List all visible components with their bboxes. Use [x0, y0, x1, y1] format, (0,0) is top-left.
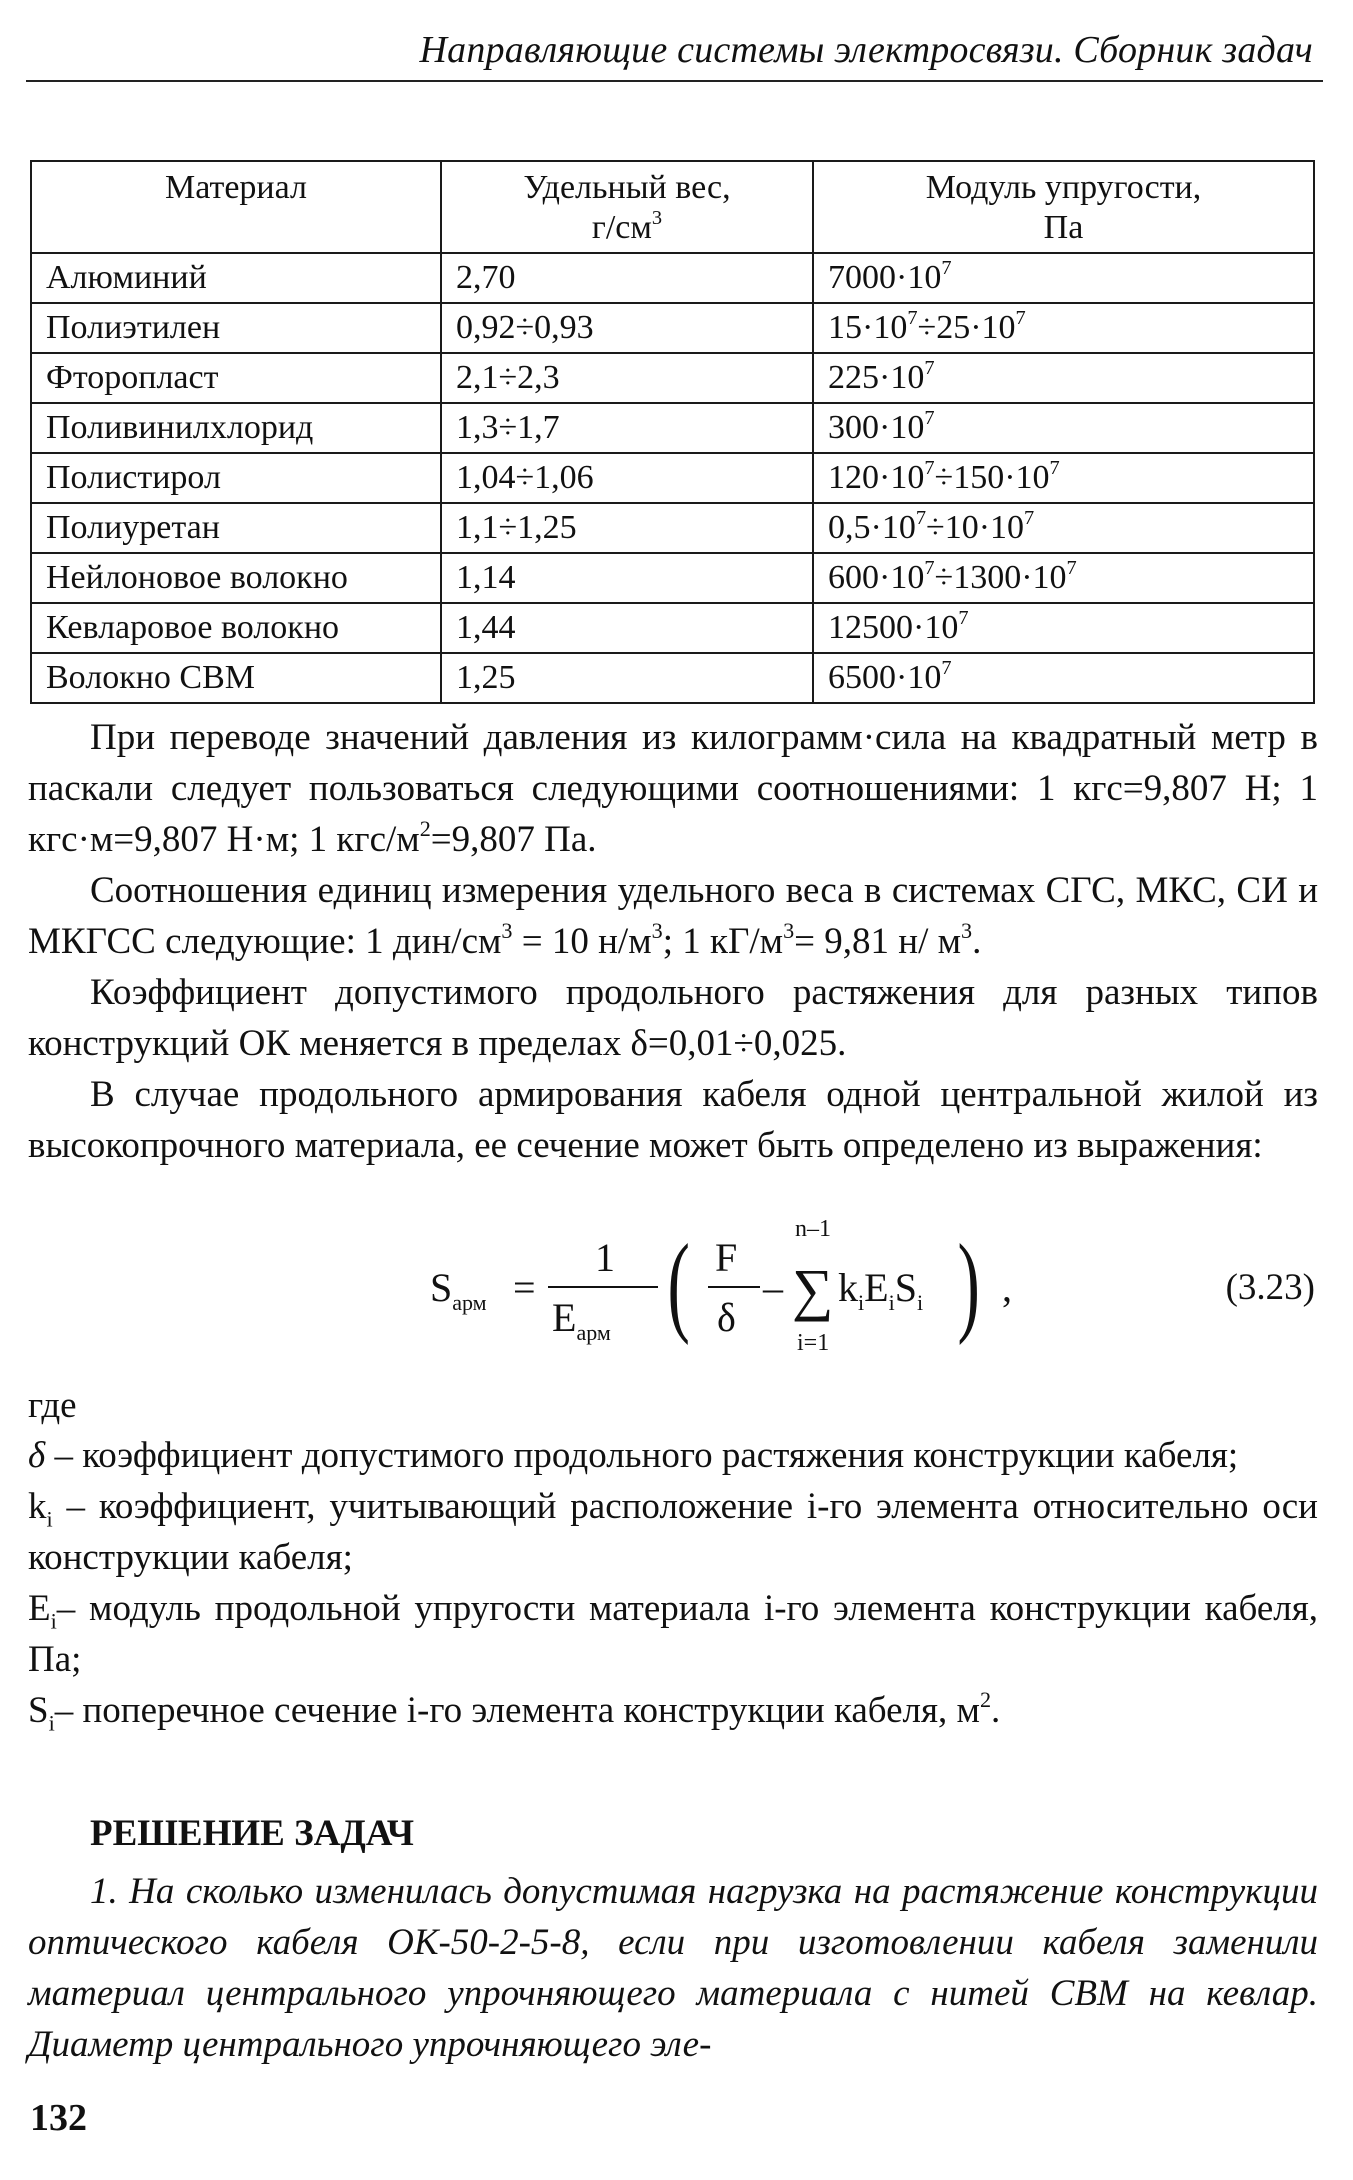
material-cell: Волокно СВМ: [31, 653, 441, 703]
formula-equals: =: [513, 1265, 536, 1310]
modulus-cell: $120\cdot 10^7\div 150\cdot 10^7$: [813, 453, 1314, 503]
formula-right-paren: ): [957, 1222, 980, 1346]
modulus-cell: $6500\cdot 10^7$: [813, 653, 1314, 703]
formula-sum-lower-limit: i=1: [797, 1330, 830, 1356]
weight-cell: 1,44: [441, 603, 813, 653]
modulus-cell: $0,5\cdot 10^7\div 10\cdot 10^7$: [813, 503, 1314, 553]
definition-e: $E_i-$ модуль продольной упругости материала i-го элемента конструкции кабеля, Па;: [28, 1588, 1318, 1680]
header-divider: [26, 80, 1323, 82]
definition-k: $k_i$ – коэффициент, учитывающий расположение i-го элемента относительно оси конструкции кабеля;: [28, 1486, 1318, 1578]
col-modulus-header: Модуль упругости, Па: [813, 161, 1314, 253]
formula-numerator-one: 1: [595, 1235, 615, 1280]
formula-denominator: $E_{арм}$: [552, 1295, 611, 1345]
formula-lhs: $S_{арм}$: [430, 1265, 487, 1315]
table-header-row: [31, 161, 1314, 253]
material-cell: Кевларовое волокно: [31, 603, 441, 653]
formula-numerator-f: F: [715, 1235, 738, 1280]
body-text: [28, 712, 1318, 1171]
col-material-header: Материал: [31, 161, 441, 253]
table-row: [31, 503, 1314, 553]
modulus-cell: $15\cdot 10^7\div 25\cdot 10^7$: [813, 303, 1314, 353]
table-row: [31, 253, 1314, 303]
where-label: где: [28, 1385, 77, 1426]
table-row: [31, 403, 1314, 453]
material-cell: Полиуретан: [31, 503, 441, 553]
formula-sigma: ∑: [792, 1257, 834, 1322]
formula-summand: $k_iE_iS_i$: [838, 1265, 924, 1315]
paragraph-elongation-coefficient: Коэффициент допустимого продольного растяжения для разных типов конструкций ОК меняется в пределах δ=0,01÷0,025.: [28, 972, 1318, 1064]
materials-table: [30, 160, 1315, 704]
formula-comma: ,: [1002, 1265, 1012, 1310]
table-row: [31, 653, 1314, 703]
material-cell: Полиэтилен: [31, 303, 441, 353]
weight-cell: 2,70: [441, 253, 813, 303]
weight-cell: 1,04÷1,06: [441, 453, 813, 503]
weight-cell: 2,1÷2,3: [441, 353, 813, 403]
formula-denominator-delta: δ: [717, 1295, 736, 1340]
material-cell: Нейлоновое волокно: [31, 553, 441, 603]
formula-sum-upper-limit: n–1: [795, 1216, 831, 1242]
weight-cell: 1,14: [441, 553, 813, 603]
table-row: [31, 303, 1314, 353]
paragraph-pressure-units: При переводе значений давления из килограмм·сила на квадратный метр в паскали следует пользоваться следующими соотношениями: 1 кгс=9,807 Н; 1 кгс·м=9,807 Н·м; 1 кгс/$м^2=9,807$ Па.: [28, 717, 1318, 860]
modulus-cell: $300\cdot 10^7$: [813, 403, 1314, 453]
weight-cell: 1,3÷1,7: [441, 403, 813, 453]
formula-fraction-bar: [548, 1286, 658, 1288]
equation-number: (3.23): [1225, 1267, 1315, 1308]
definition-s: $S_i-$ поперечное сечение i-го элемента конструкции кабеля, $м^2$.: [28, 1686, 1001, 1736]
material-cell: Полистирол: [31, 453, 441, 503]
table-row: [31, 453, 1314, 503]
definition-delta: δ – коэффициент допустимого продольного растяжения конструкции кабеля;: [28, 1435, 1239, 1476]
weight-cell: 1,1÷1,25: [441, 503, 813, 553]
page-number: 132: [30, 2097, 87, 2139]
section-title: РЕШЕНИЕ ЗАДАЧ: [90, 1813, 415, 1854]
material-cell: Поливинилхлорид: [31, 403, 441, 453]
definitions-list: [28, 1430, 1318, 1736]
table-row: [31, 553, 1314, 603]
material-cell: Алюминий: [31, 253, 441, 303]
table-row: [31, 353, 1314, 403]
material-cell: Фторопласт: [31, 353, 441, 403]
table-row: [31, 603, 1314, 653]
formula-left-paren: (: [667, 1222, 690, 1346]
problem-1: 1. На сколько изменилась допустимая нагрузка на растяжение конструкции оптического кабеля ОК-50-2-5-8, если при изготовлении кабеля заменили материал центрального упрочняющего материала с нитей СВМ на кевлар. Диаметр центрального упрочняющего эле-: [28, 1871, 1318, 2065]
weight-cell: 1,25: [441, 653, 813, 703]
paragraph-reinforcement: В случае продольного армирования кабеля одной центральной жилой из высокопрочного материала, ее сечение может быть определено из выражения:: [28, 1074, 1318, 1166]
modulus-cell: $12500\cdot 10^7$: [813, 603, 1314, 653]
modulus-cell: $225\cdot 10^7$: [813, 353, 1314, 403]
running-header: Направляющие системы электросвязи. Сборник задач: [419, 29, 1313, 71]
paragraph-specific-weight-units: Соотношения единиц измерения удельного веса в системах СГС, МКС, СИ и МКГСС следующие: 1 дин/$см^3 = 10$ $н/м^3$; 1 $кГ/м^3= 9,81$ н/ $м^3$.: [28, 870, 1318, 962]
modulus-cell: $7000\cdot 10^7$: [813, 253, 1314, 303]
col-weight-header: Удельный вес, $г/см^3$: [441, 161, 813, 253]
formula-3-23: [430, 1216, 1070, 1362]
modulus-cell: $600\cdot 10^7\div 1300\cdot 10^7$: [813, 553, 1314, 603]
weight-cell: 0,92÷0,93: [441, 303, 813, 353]
formula-minus: –: [763, 1265, 783, 1310]
formula-fraction-bar: [708, 1286, 760, 1288]
